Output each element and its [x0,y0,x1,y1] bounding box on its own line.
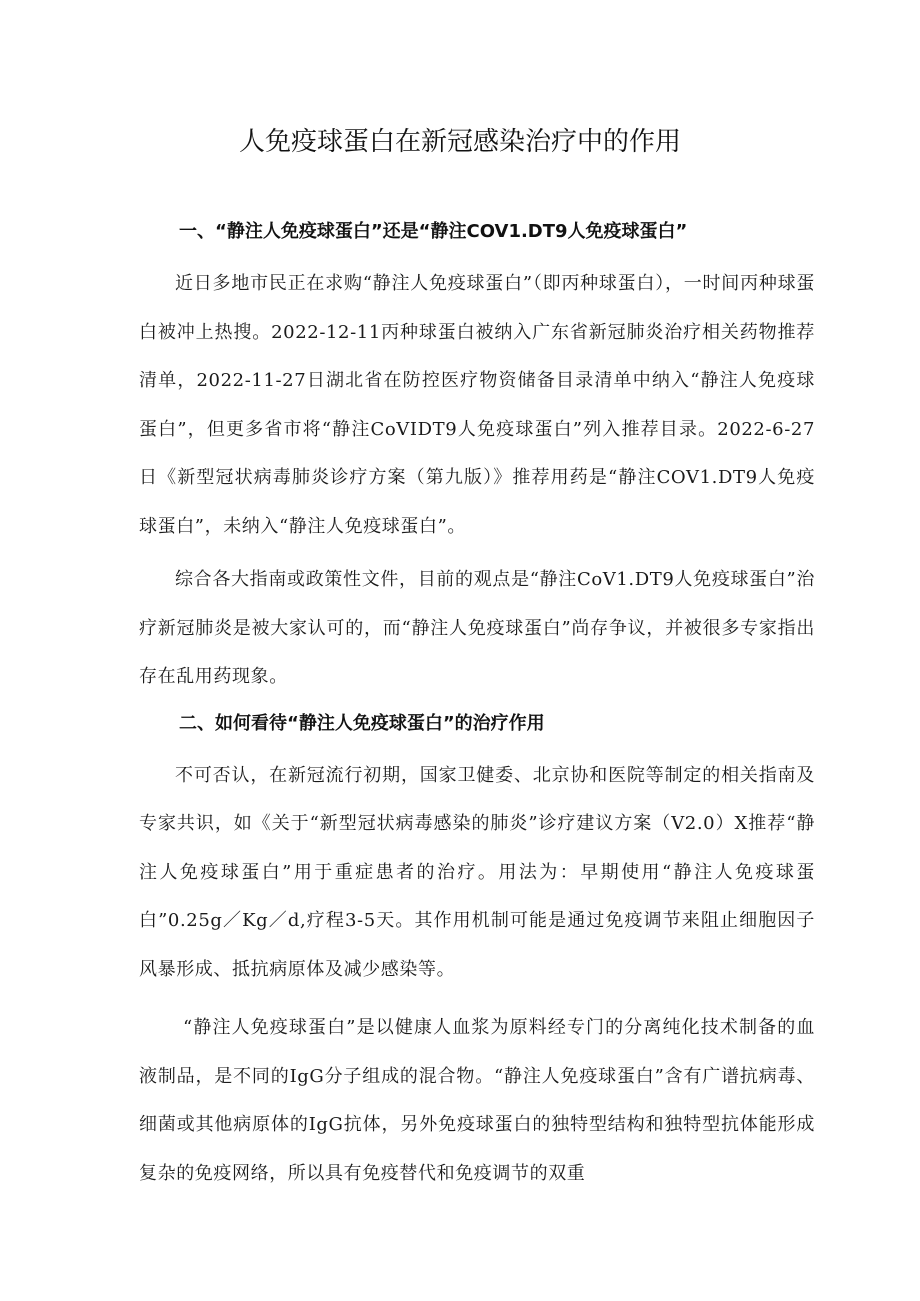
document-title: 人免疫球蛋白在新冠感染治疗中的作用 [238,127,681,157]
section-2-paragraph-2: “静注人免疫球蛋白”是以健康人血浆为原料经专门的分离纯化技术制备的血液制品，是不同的IgG分子组成的混合物。“静注人免疫球蛋白”含有广谱抗病毒、细菌或其他病原体的IgG抗体，另外免疫球蛋白的独特型结构和独特型抗体能形成复杂的免疫网络，所以具有免疫替代和免疫调节的双重 [139,1017,815,1184]
section-2-paragraph-1: 不可否认，在新冠流行初期，国家卫健委、北京协和医院等制定的相关指南及专家共识，如《关于“新型冠状病毒感染的肺炎”诊疗建议方案（V2.0）X推荐“静注人免疫球蛋白”用于重症患者的治疗。用法为：早期使用“静注人免疫球蛋白”0.25g／Kg／d,疗程3-5天。其作用机制可能是通过免疫调节来阻止细胞因子风暴形成、抵抗病原体及减少感染等。 [139,764,815,980]
section-1-paragraph-2: 综合各大指南或政策性文件，目前的观点是“静注CoV1.DT9人免疫球蛋白”治疗新冠肺炎是被大家认可的，而“静注人免疫球蛋白”尚存争议，并被很多专家指出存在乱用药现象。 [139,569,815,687]
section-1-paragraph-1: 近日多地市民正在求购“静注人免疫球蛋白”（即丙种球蛋白），一时间丙种球蛋白被冲上热搜。2022-12-11丙种球蛋白被纳入广东省新冠肺炎治疗相关药物推荐清单，2022-11-27日湖北省在防控医疗物资储备目录清单中纳入“静注人免疫球蛋白”，但更多省市将“静注CoVIDT9人免疫球蛋白”列入推荐目录。2022-6-27日《新型冠状病毒肺炎诊疗方案（第九版）》推荐用药是“静注COV1.DT9人免疫球蛋白”，未纳入“静注人免疫球蛋白”。 [139,273,815,537]
section-1-heading: 一、“静注人免疫球蛋白”还是“静注COV1.DT9人免疫球蛋白” [179,221,688,242]
section-2-heading: 二、如何看待“静注人免疫球蛋白”的治疗作用 [179,712,545,734]
document-body [139,214,815,1198]
